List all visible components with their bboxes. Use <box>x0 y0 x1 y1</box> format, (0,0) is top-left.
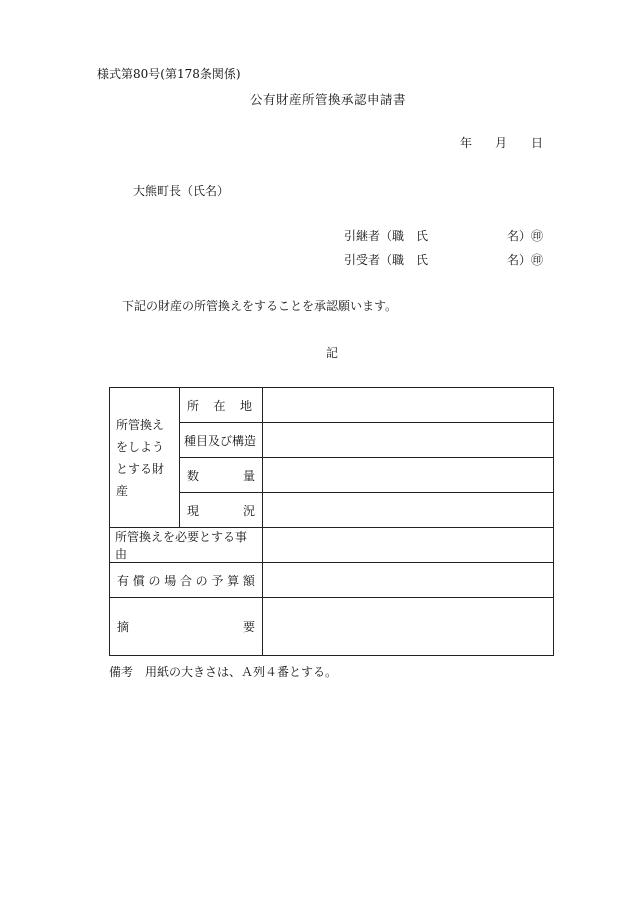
label-char: の <box>148 573 161 588</box>
label-char: 要 <box>242 620 255 634</box>
seal-mark: ㊞ <box>531 229 544 243</box>
applicant-role: 引受者（職 <box>344 253 405 267</box>
label-char: 場 <box>164 573 177 588</box>
document-title: 公有財産所管換承認申請書 <box>250 92 407 107</box>
budget-value[interactable] <box>263 563 554 598</box>
label-char: 償 <box>132 573 145 588</box>
label-char: 現 <box>187 503 200 518</box>
date-year: 年 <box>460 136 473 150</box>
type-structure-value[interactable] <box>263 423 554 458</box>
remark: 備考 用紙の大きさは、Ａ列４番とする。 <box>109 665 338 679</box>
date-line <box>460 136 544 150</box>
summary-label <box>110 598 263 656</box>
form-number: 様式第80号(第178条関係) <box>97 67 241 81</box>
property-category-label: 所管換えをしようとする財産 <box>110 388 180 528</box>
applicant-role: 引継者（職 <box>344 229 405 243</box>
condition-label <box>180 493 263 528</box>
quantity-value[interactable] <box>263 458 554 493</box>
date-month: 月 <box>495 136 508 150</box>
label-char: 予 <box>211 573 224 588</box>
date-day: 日 <box>531 136 544 150</box>
condition-value[interactable] <box>263 493 554 528</box>
ki-heading: 記 <box>326 346 339 360</box>
request-text: 下記の財産の所管換えをすることを承認願います。 <box>122 299 398 313</box>
applicant-shi: 氏 <box>416 253 429 267</box>
seal-mark: ㊞ <box>531 253 544 267</box>
applicant-shi: 氏 <box>416 229 429 243</box>
reason-label: 所管換えを必要とする事由 <box>110 528 263 563</box>
label-char: 所 <box>187 398 200 413</box>
applicant-mei: 名） <box>507 253 532 267</box>
label-char: 額 <box>242 573 255 588</box>
location-label <box>180 388 263 423</box>
label-char: の <box>195 573 208 588</box>
location-label-text <box>187 397 255 414</box>
location-value[interactable] <box>263 388 554 423</box>
label-char: 量 <box>242 468 255 483</box>
applicant-transferor <box>344 229 544 243</box>
label-char: 在 <box>213 398 226 413</box>
addressee: 大熊町長（氏名） <box>133 184 230 198</box>
label-char: 合 <box>179 573 192 588</box>
label-char: 況 <box>242 503 255 518</box>
type-structure-label: 種目及び構造 <box>180 423 263 458</box>
label-char: 有 <box>117 573 130 588</box>
label-char: 算 <box>227 573 240 588</box>
quantity-label <box>180 458 263 493</box>
label-char: 摘 <box>117 620 130 634</box>
label-char: 地 <box>239 398 252 413</box>
budget-label <box>110 563 263 598</box>
label-char: 数 <box>187 468 200 483</box>
property-table <box>109 387 554 656</box>
applicant-transferee <box>344 253 544 267</box>
summary-value[interactable] <box>263 598 554 656</box>
applicant-mei: 名） <box>507 229 532 243</box>
reason-value[interactable] <box>263 528 554 563</box>
